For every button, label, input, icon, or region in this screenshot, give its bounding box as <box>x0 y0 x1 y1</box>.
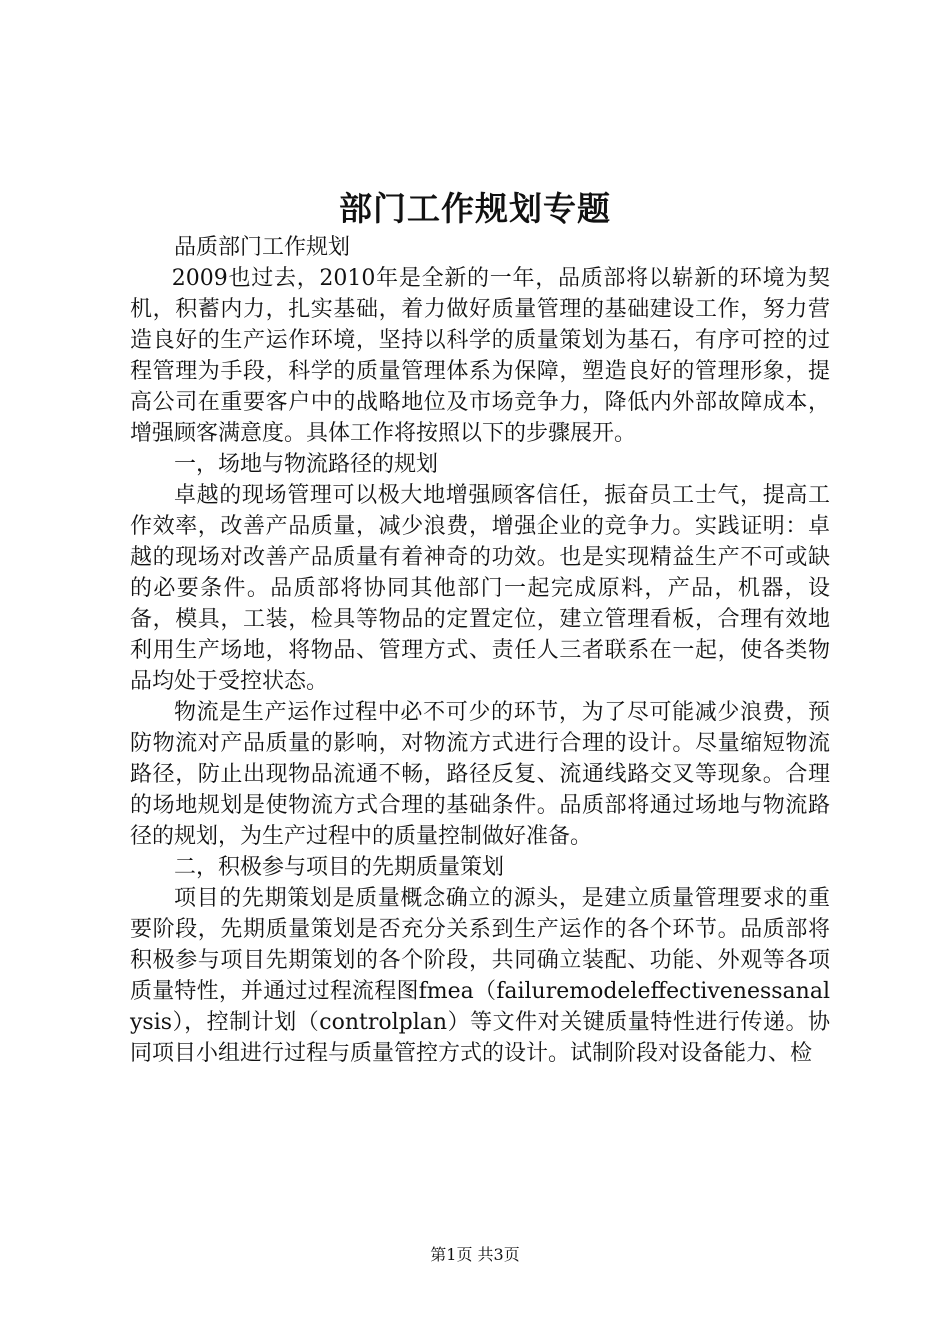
section-heading-1: 一，场地与物流路径的规划 <box>174 452 439 477</box>
page-number-footer: 第1页 共3页 <box>430 1245 520 1264</box>
document-subtitle: 品质部门工作规划 <box>174 235 351 260</box>
paragraph-advance-planning: 项目的先期策划是质量概念确立的源头，是建立质量管理要求的重要阶段，先期质量策划是否充分关系到生产运作的各个环节。品质部将积极参与项目先期策划的各个阶段，共同确立装配、功能、外观等各项质量特性，并通过过程流程图fmea（failuremodeleffectivenessanalysis），控制计划（controlplan）等文件对关键质量特性进行传递。协同项目小组进行过程与质量管控方式的设计。试制阶段对设备能力、检 <box>130 886 830 1066</box>
page-title: 部门工作规划专题 <box>339 189 611 228</box>
section-heading-2: 二，积极参与项目的先期质量策划 <box>174 855 505 880</box>
document-body <box>130 232 830 1069</box>
paragraph-intro: 2009也过去，2010年是全新的一年，品质部将以崭新的环境为契机，积蓄内力，扎实基础，着力做好质量管理的基础建设工作，努力营造良好的生产运作环境，坚持以科学的质量策划为基石，有序可控的过程管理为手段，科学的质量管理体系为保障，塑造良好的管理形象，提高公司在重要客户中的战略地位及市场竞争力，降低内外部故障成本，增强顾客满意度。具体工作将按照以下的步骤展开。 <box>130 266 830 446</box>
paragraph-logistics: 物流是生产运作过程中必不可少的环节，为了尽可能减少浪费，预防物流对产品质量的影响，对物流方式进行合理的设计。尽量缩短物流路径，防止出现物品流通不畅，路径反复、流通线路交叉等现象。合理的场地规划是使物流方式合理的基础条件。品质部将通过场地与物流路径的规划，为生产过程中的质量控制做好准备。 <box>130 700 830 849</box>
paragraph-site-management: 卓越的现场管理可以极大地增强顾客信任，振奋员工士气，提高工作效率，改善产品质量，减少浪费，增强企业的竞争力。实践证明：卓越的现场对改善产品质量有着神奇的功效。也是实现精益生产不可或缺的必要条件。品质部将协同其他部门一起完成原料，产品，机器，设备，模具，工装，检具等物品的定置定位，建立管理看板，合理有效地利用生产场地，将物品、管理方式、责任人三者联系在一起，使各类物品均处于受控状态。 <box>130 483 830 694</box>
